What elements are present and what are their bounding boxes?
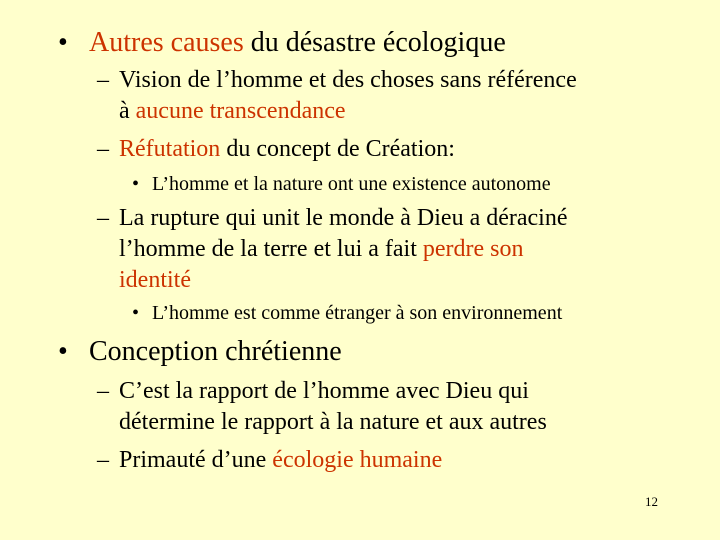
- subbullet-rupture-line3: identité: [119, 267, 191, 293]
- subbullet-vision-line2: [119, 98, 346, 125]
- dash-marker: –: [97, 378, 109, 404]
- highlight-aucune-transcendance: aucune transcendance: [135, 98, 346, 124]
- subbullet-rapport-line1: C’est la rapport de l’homme avec Dieu qui: [119, 378, 529, 404]
- subbullet-refutation: [119, 136, 455, 163]
- dash-marker: –: [97, 67, 109, 93]
- bullet-text: du désastre écologique: [243, 27, 506, 58]
- bullet-marker: •: [58, 336, 68, 367]
- subbullet-rupture-line2: [119, 236, 524, 263]
- bullet-autres-causes: [89, 27, 506, 59]
- subbullet-rapport-line2: détermine le rapport à la nature et aux autres: [119, 409, 547, 435]
- highlight-perdre-son: perdre son: [422, 236, 524, 262]
- page-number: 12: [645, 494, 658, 509]
- dash-marker: –: [97, 447, 109, 473]
- bullet-marker: •: [58, 27, 68, 58]
- line-text: Primauté d’une: [119, 447, 273, 473]
- bullet-conception-chretienne: Conception chrétienne: [89, 336, 342, 367]
- dash-marker: –: [97, 136, 109, 162]
- highlight-autres-causes: Autres causes: [89, 27, 244, 58]
- line-text: du concept de Création:: [220, 136, 455, 162]
- subsubbullet-autonome: L’homme et la nature ont une existence autonome: [152, 173, 551, 195]
- subbullet-rupture-line1: La rupture qui unit le monde à Dieu a déraciné: [119, 205, 568, 231]
- highlight-refutation: Réfutation: [119, 136, 221, 162]
- dash-marker: –: [97, 205, 109, 231]
- subsubbullet-etranger: L’homme est comme étranger à son environnement: [152, 302, 563, 324]
- line-text: l’homme de la terre et lui a fait: [119, 236, 423, 262]
- subbullet-primaute: [119, 447, 442, 474]
- highlight-ecologie-humaine: écologie humaine: [272, 447, 443, 473]
- line-text: à: [119, 98, 136, 124]
- bullet-marker: •: [132, 173, 140, 195]
- subbullet-vision-line1: Vision de l’homme et des choses sans référence: [119, 67, 577, 93]
- bullet-marker: •: [132, 302, 140, 324]
